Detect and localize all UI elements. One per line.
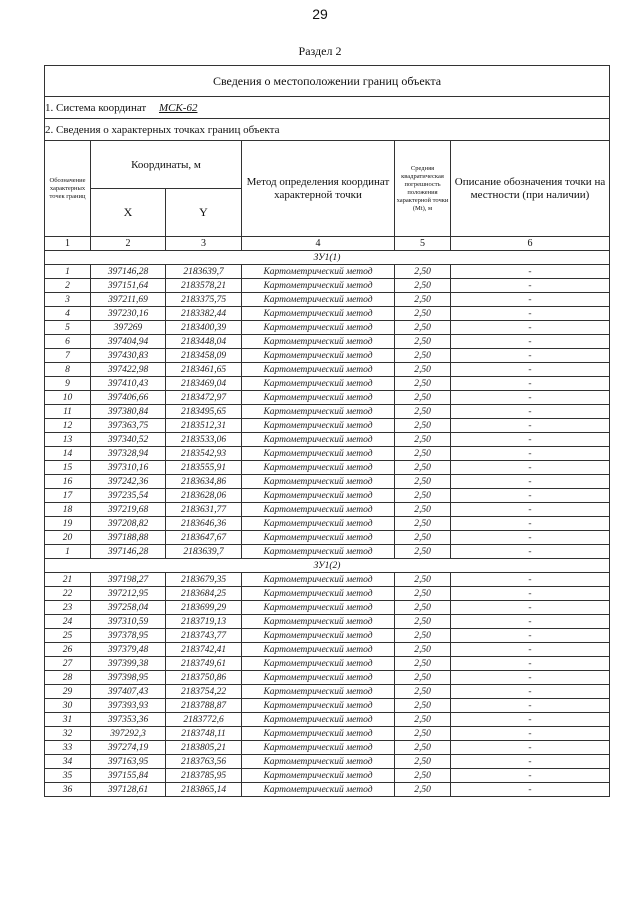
col-header-y: Y	[166, 189, 242, 237]
table-row	[45, 713, 610, 727]
point-number-cell: 33	[45, 741, 91, 755]
description-cell: -	[451, 377, 610, 391]
y-coordinate-cell: 2183742,41	[166, 643, 242, 657]
method-cell: Картометрический метод	[242, 671, 395, 685]
point-number-cell: 1	[45, 545, 91, 559]
description-cell: -	[451, 447, 610, 461]
mt-cell: 2,50	[395, 321, 451, 335]
method-cell: Картометрический метод	[242, 503, 395, 517]
y-coordinate-cell: 2183382,44	[166, 307, 242, 321]
point-number-cell: 23	[45, 601, 91, 615]
y-coordinate-cell: 2183542,93	[166, 447, 242, 461]
table-row	[45, 293, 610, 307]
x-coordinate-cell: 397163,95	[91, 755, 166, 769]
x-coordinate-cell: 397242,36	[91, 475, 166, 489]
y-coordinate-cell: 2183754,22	[166, 685, 242, 699]
method-cell: Картометрический метод	[242, 755, 395, 769]
page-number: 29	[312, 6, 328, 22]
method-cell: Картометрический метод	[242, 335, 395, 349]
x-coordinate-cell: 397274,19	[91, 741, 166, 755]
y-coordinate-cell: 2183647,67	[166, 531, 242, 545]
point-number-cell: 11	[45, 405, 91, 419]
description-cell: -	[451, 391, 610, 405]
x-coordinate-cell: 397235,54	[91, 489, 166, 503]
y-coordinate-cell: 2183375,75	[166, 293, 242, 307]
table-row	[45, 531, 610, 545]
description-cell: -	[451, 349, 610, 363]
mt-cell: 2,50	[395, 503, 451, 517]
point-number-cell: 21	[45, 573, 91, 587]
point-number-cell: 26	[45, 643, 91, 657]
description-cell: -	[451, 405, 610, 419]
description-cell: -	[451, 615, 610, 629]
table-row	[45, 769, 610, 783]
table-row	[45, 363, 610, 377]
table-row	[45, 279, 610, 293]
x-coordinate-cell: 397146,28	[91, 545, 166, 559]
description-cell: -	[451, 307, 610, 321]
method-cell: Картометрический метод	[242, 475, 395, 489]
point-number-cell: 27	[45, 657, 91, 671]
y-coordinate-cell: 2183448,04	[166, 335, 242, 349]
x-coordinate-cell: 397230,16	[91, 307, 166, 321]
description-cell: -	[451, 671, 610, 685]
y-coordinate-cell: 2183631,77	[166, 503, 242, 517]
x-coordinate-cell: 397155,84	[91, 769, 166, 783]
table-row	[45, 741, 610, 755]
y-coordinate-cell: 2183750,86	[166, 671, 242, 685]
description-cell: -	[451, 279, 610, 293]
table-row	[45, 307, 610, 321]
point-number-cell: 25	[45, 629, 91, 643]
coordinate-system-value: МСК-62	[158, 101, 198, 114]
mt-cell: 2,50	[395, 405, 451, 419]
method-cell: Картометрический метод	[242, 573, 395, 587]
table-row	[45, 671, 610, 685]
method-cell: Картометрический метод	[242, 643, 395, 657]
description-cell: -	[451, 517, 610, 531]
table-row	[45, 461, 610, 475]
description-cell: -	[451, 629, 610, 643]
mt-cell: 2,50	[395, 545, 451, 559]
y-coordinate-cell: 2183785,95	[166, 769, 242, 783]
mt-cell: 2,50	[395, 531, 451, 545]
mt-cell: 2,50	[395, 783, 451, 797]
x-coordinate-cell: 397269	[91, 321, 166, 335]
description-cell: -	[451, 783, 610, 797]
table-row	[45, 629, 610, 643]
table-row	[45, 349, 610, 363]
x-coordinate-cell: 397310,16	[91, 461, 166, 475]
description-cell: -	[451, 741, 610, 755]
x-coordinate-cell: 397407,43	[91, 685, 166, 699]
mt-cell: 2,50	[395, 587, 451, 601]
point-number-cell: 1	[45, 265, 91, 279]
description-cell: -	[451, 433, 610, 447]
description-cell: -	[451, 503, 610, 517]
y-coordinate-cell: 2183772,6	[166, 713, 242, 727]
point-number-cell: 35	[45, 769, 91, 783]
description-cell: -	[451, 461, 610, 475]
y-coordinate-cell: 2183719,13	[166, 615, 242, 629]
table-row	[45, 265, 610, 279]
table-row	[45, 587, 610, 601]
method-cell: Картометрический метод	[242, 685, 395, 699]
mt-cell: 2,50	[395, 461, 451, 475]
point-number-cell: 17	[45, 489, 91, 503]
table-row	[45, 685, 610, 699]
mt-cell: 2,50	[395, 433, 451, 447]
description-cell: -	[451, 573, 610, 587]
y-coordinate-cell: 2183679,35	[166, 573, 242, 587]
y-coordinate-cell: 2183634,86	[166, 475, 242, 489]
description-cell: -	[451, 587, 610, 601]
col-header-mt: Средняя квадратическая погрешность положения характерной точки (Mt), м	[395, 141, 451, 237]
section-title: Раздел 2	[298, 44, 342, 58]
x-coordinate-cell: 397340,52	[91, 433, 166, 447]
mt-cell: 2,50	[395, 489, 451, 503]
x-coordinate-cell: 397328,94	[91, 447, 166, 461]
x-coordinate-cell: 397406,66	[91, 391, 166, 405]
method-cell: Картометрический метод	[242, 713, 395, 727]
method-cell: Картометрический метод	[242, 405, 395, 419]
y-coordinate-cell: 2183469,04	[166, 377, 242, 391]
points-section-label: 2. Сведения о характерных точках границ объекта	[45, 119, 610, 141]
method-cell: Картометрический метод	[242, 727, 395, 741]
description-cell: -	[451, 755, 610, 769]
description-cell: -	[451, 601, 610, 615]
point-number-cell: 4	[45, 307, 91, 321]
description-cell: -	[451, 293, 610, 307]
x-coordinate-cell: 397380,84	[91, 405, 166, 419]
method-cell: Картометрический метод	[242, 321, 395, 335]
mt-cell: 2,50	[395, 601, 451, 615]
point-number-cell: 18	[45, 503, 91, 517]
group-title: ЗУ1(2)	[45, 559, 610, 573]
x-coordinate-cell: 397211,69	[91, 293, 166, 307]
table-row	[45, 727, 610, 741]
y-coordinate-cell: 2183763,56	[166, 755, 242, 769]
col-header-description: Описание обозначения точки на местности (при наличии)	[451, 141, 610, 237]
y-coordinate-cell: 2183495,65	[166, 405, 242, 419]
table-row	[45, 475, 610, 489]
mt-cell: 2,50	[395, 335, 451, 349]
col-header-x: X	[91, 189, 166, 237]
point-number-cell: 20	[45, 531, 91, 545]
table-row	[45, 601, 610, 615]
column-number: 3	[166, 237, 242, 251]
table-row	[45, 489, 610, 503]
method-cell: Картометрический метод	[242, 699, 395, 713]
group-title: ЗУ1(1)	[45, 251, 610, 265]
x-coordinate-cell: 397188,88	[91, 531, 166, 545]
y-coordinate-cell: 2183684,25	[166, 587, 242, 601]
y-coordinate-cell: 2183628,06	[166, 489, 242, 503]
method-cell: Картометрический метод	[242, 279, 395, 293]
point-number-cell: 24	[45, 615, 91, 629]
table-header: Сведения о местоположении границ объекта	[45, 66, 610, 97]
mt-cell: 2,50	[395, 265, 451, 279]
description-cell: -	[451, 419, 610, 433]
mt-cell: 2,50	[395, 279, 451, 293]
y-coordinate-cell: 2183458,09	[166, 349, 242, 363]
table-row	[45, 783, 610, 797]
description-cell: -	[451, 657, 610, 671]
table-row	[45, 447, 610, 461]
description-cell: -	[451, 335, 610, 349]
description-cell: -	[451, 531, 610, 545]
y-coordinate-cell: 2183400,39	[166, 321, 242, 335]
table-row	[45, 699, 610, 713]
col-header-designation: Обозначение характерных точек границ	[45, 141, 91, 237]
x-coordinate-cell: 397410,43	[91, 377, 166, 391]
description-cell: -	[451, 489, 610, 503]
y-coordinate-cell: 2183749,61	[166, 657, 242, 671]
boundary-table	[44, 65, 610, 797]
method-cell: Картометрический метод	[242, 489, 395, 503]
method-cell: Картометрический метод	[242, 349, 395, 363]
x-coordinate-cell: 397146,28	[91, 265, 166, 279]
point-number-cell: 14	[45, 447, 91, 461]
x-coordinate-cell: 397198,27	[91, 573, 166, 587]
x-coordinate-cell: 397404,94	[91, 335, 166, 349]
column-number: 1	[45, 237, 91, 251]
description-cell: -	[451, 769, 610, 783]
method-cell: Картометрический метод	[242, 629, 395, 643]
x-coordinate-cell: 397219,68	[91, 503, 166, 517]
method-cell: Картометрический метод	[242, 531, 395, 545]
method-cell: Картометрический метод	[242, 517, 395, 531]
description-cell: -	[451, 321, 610, 335]
description-cell: -	[451, 545, 610, 559]
table-row	[45, 433, 610, 447]
x-coordinate-cell: 397128,61	[91, 783, 166, 797]
coordinate-system-row	[45, 97, 610, 119]
mt-cell: 2,50	[395, 671, 451, 685]
point-number-cell: 10	[45, 391, 91, 405]
coordinate-system-label: 1. Система координат	[45, 101, 147, 114]
table-row	[45, 405, 610, 419]
y-coordinate-cell: 2183743,77	[166, 629, 242, 643]
mt-cell: 2,50	[395, 713, 451, 727]
x-coordinate-cell: 397208,82	[91, 517, 166, 531]
method-cell: Картометрический метод	[242, 601, 395, 615]
col-header-method: Метод определения координат характерной точки	[242, 141, 395, 237]
table-row	[45, 321, 610, 335]
y-coordinate-cell: 2183533,06	[166, 433, 242, 447]
x-coordinate-cell: 397379,48	[91, 643, 166, 657]
mt-cell: 2,50	[395, 363, 451, 377]
point-number-cell: 8	[45, 363, 91, 377]
method-cell: Картометрический метод	[242, 377, 395, 391]
method-cell: Картометрический метод	[242, 391, 395, 405]
column-number: 2	[91, 237, 166, 251]
x-coordinate-cell: 397151,64	[91, 279, 166, 293]
x-coordinate-cell: 397393,93	[91, 699, 166, 713]
x-coordinate-cell: 397353,36	[91, 713, 166, 727]
y-coordinate-cell: 2183472,97	[166, 391, 242, 405]
y-coordinate-cell: 2183748,11	[166, 727, 242, 741]
point-number-cell: 7	[45, 349, 91, 363]
x-coordinate-cell: 397310,59	[91, 615, 166, 629]
method-cell: Картометрический метод	[242, 265, 395, 279]
point-number-cell: 13	[45, 433, 91, 447]
table-row	[45, 643, 610, 657]
mt-cell: 2,50	[395, 517, 451, 531]
column-number: 6	[451, 237, 610, 251]
point-number-cell: 31	[45, 713, 91, 727]
mt-cell: 2,50	[395, 615, 451, 629]
mt-cell: 2,50	[395, 755, 451, 769]
point-number-cell: 30	[45, 699, 91, 713]
mt-cell: 2,50	[395, 391, 451, 405]
y-coordinate-cell: 2183805,21	[166, 741, 242, 755]
y-coordinate-cell: 2183788,87	[166, 699, 242, 713]
y-coordinate-cell: 2183639,7	[166, 545, 242, 559]
group-row	[45, 251, 610, 265]
description-cell: -	[451, 475, 610, 489]
y-coordinate-cell: 2183461,65	[166, 363, 242, 377]
table-row	[45, 419, 610, 433]
description-cell: -	[451, 363, 610, 377]
table-row	[45, 545, 610, 559]
point-number-cell: 28	[45, 671, 91, 685]
method-cell: Картометрический метод	[242, 657, 395, 671]
mt-cell: 2,50	[395, 685, 451, 699]
mt-cell: 2,50	[395, 657, 451, 671]
x-coordinate-cell: 397258,04	[91, 601, 166, 615]
method-cell: Картометрический метод	[242, 741, 395, 755]
mt-cell: 2,50	[395, 475, 451, 489]
x-coordinate-cell: 397378,95	[91, 629, 166, 643]
point-number-cell: 34	[45, 755, 91, 769]
mt-cell: 2,50	[395, 419, 451, 433]
y-coordinate-cell: 2183639,7	[166, 265, 242, 279]
col-header-coords: Координаты, м	[91, 141, 242, 189]
table-row	[45, 517, 610, 531]
description-cell: -	[451, 265, 610, 279]
description-cell: -	[451, 699, 610, 713]
mt-cell: 2,50	[395, 349, 451, 363]
column-number: 5	[395, 237, 451, 251]
method-cell: Картометрический метод	[242, 363, 395, 377]
y-coordinate-cell: 2183699,29	[166, 601, 242, 615]
point-number-cell: 36	[45, 783, 91, 797]
y-coordinate-cell: 2183512,31	[166, 419, 242, 433]
x-coordinate-cell: 397398,95	[91, 671, 166, 685]
point-number-cell: 2	[45, 279, 91, 293]
x-coordinate-cell: 397399,38	[91, 657, 166, 671]
mt-cell: 2,50	[395, 377, 451, 391]
mt-cell: 2,50	[395, 769, 451, 783]
x-coordinate-cell: 397422,98	[91, 363, 166, 377]
x-coordinate-cell: 397363,75	[91, 419, 166, 433]
point-number-cell: 5	[45, 321, 91, 335]
table-row	[45, 503, 610, 517]
point-number-cell: 9	[45, 377, 91, 391]
point-number-cell: 19	[45, 517, 91, 531]
point-number-cell: 3	[45, 293, 91, 307]
y-coordinate-cell: 2183555,91	[166, 461, 242, 475]
point-number-cell: 6	[45, 335, 91, 349]
point-number-cell: 15	[45, 461, 91, 475]
table-row	[45, 391, 610, 405]
method-cell: Картометрический метод	[242, 545, 395, 559]
method-cell: Картометрический метод	[242, 307, 395, 321]
x-coordinate-cell: 397292,3	[91, 727, 166, 741]
column-number: 4	[242, 237, 395, 251]
mt-cell: 2,50	[395, 447, 451, 461]
table-row	[45, 657, 610, 671]
group-row	[45, 559, 610, 573]
x-coordinate-cell: 397430,83	[91, 349, 166, 363]
point-number-cell: 22	[45, 587, 91, 601]
x-coordinate-cell: 397212,95	[91, 587, 166, 601]
point-number-cell: 29	[45, 685, 91, 699]
mt-cell: 2,50	[395, 573, 451, 587]
method-cell: Картометрический метод	[242, 419, 395, 433]
method-cell: Картометрический метод	[242, 769, 395, 783]
method-cell: Картометрический метод	[242, 615, 395, 629]
table-row	[45, 615, 610, 629]
description-cell: -	[451, 727, 610, 741]
point-number-cell: 16	[45, 475, 91, 489]
mt-cell: 2,50	[395, 643, 451, 657]
y-coordinate-cell: 2183578,21	[166, 279, 242, 293]
mt-cell: 2,50	[395, 727, 451, 741]
point-number-cell: 12	[45, 419, 91, 433]
description-cell: -	[451, 713, 610, 727]
point-number-cell: 32	[45, 727, 91, 741]
method-cell: Картометрический метод	[242, 461, 395, 475]
mt-cell: 2,50	[395, 699, 451, 713]
mt-cell: 2,50	[395, 741, 451, 755]
table-row	[45, 377, 610, 391]
mt-cell: 2,50	[395, 629, 451, 643]
method-cell: Картометрический метод	[242, 293, 395, 307]
y-coordinate-cell: 2183865,14	[166, 783, 242, 797]
mt-cell: 2,50	[395, 293, 451, 307]
y-coordinate-cell: 2183646,36	[166, 517, 242, 531]
mt-cell: 2,50	[395, 307, 451, 321]
description-cell: -	[451, 643, 610, 657]
method-cell: Картометрический метод	[242, 783, 395, 797]
table-row	[45, 335, 610, 349]
method-cell: Картометрический метод	[242, 447, 395, 461]
method-cell: Картометрический метод	[242, 587, 395, 601]
description-cell: -	[451, 685, 610, 699]
method-cell: Картометрический метод	[242, 433, 395, 447]
table-row	[45, 573, 610, 587]
table-row	[45, 755, 610, 769]
